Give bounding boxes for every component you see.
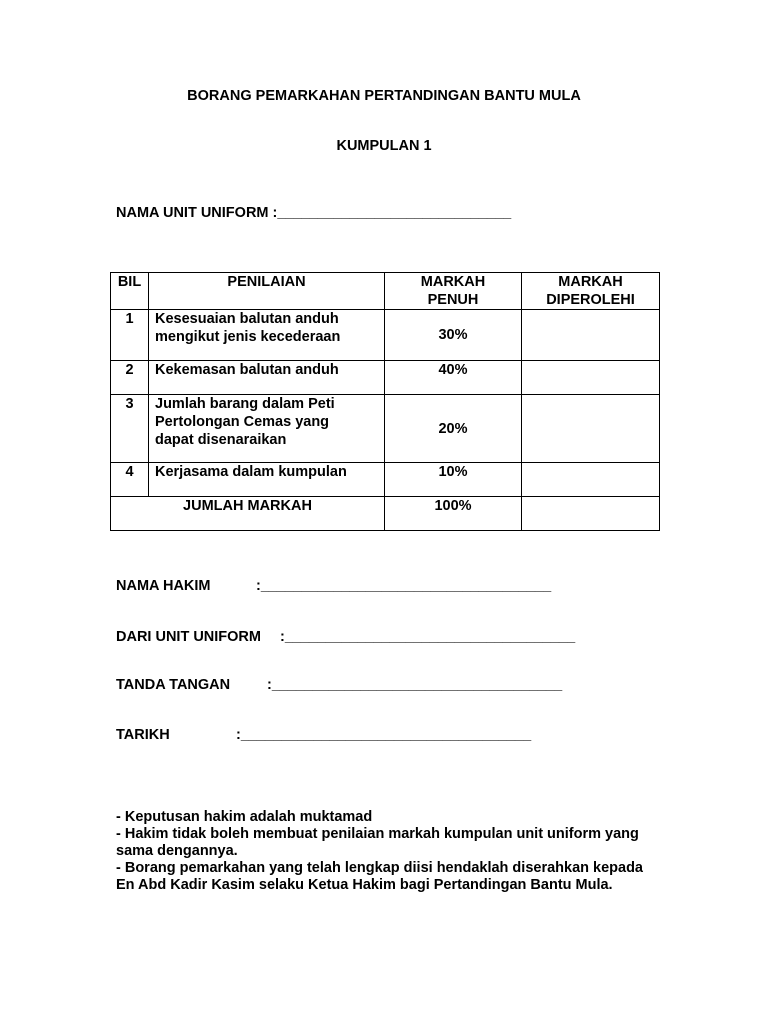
row-bil: 3 (111, 395, 149, 463)
header-markah-diperolehi (522, 273, 660, 310)
table-row (111, 361, 660, 395)
signature-label: TANDA TANGAN (116, 677, 231, 693)
row-markah-diperolehi-input[interactable] (522, 395, 660, 463)
table-row (111, 463, 660, 497)
row-penilaian-line: Kekemasan balutan anduh (155, 362, 339, 378)
group-heading: KUMPULAN 1 (336, 138, 432, 154)
note-item: - Borang pemarkahan yang telah lengkap diisi hendaklah diserahkan kepada En Abd Kadir Kasim selaku Ketua Hakim bagi Pertandingan Bantu Mula. (116, 860, 643, 893)
row-penilaian-line: Pertolongan Cemas yang (155, 414, 330, 430)
table-total-row (111, 497, 660, 531)
row-bil: 1 (111, 310, 149, 361)
row-bil: 2 (111, 361, 149, 395)
table-header-row (111, 273, 660, 310)
header-markah-penuh (385, 273, 522, 310)
judge-unit-label: DARI UNIT UNIFORM (116, 629, 261, 645)
row-markah-penuh: 20% (385, 395, 522, 463)
signature-line[interactable]: :____________________________________ (267, 677, 563, 693)
row-markah-diperolehi-input[interactable] (522, 463, 660, 497)
total-markah-diperolehi-input[interactable] (522, 497, 660, 531)
judge-unit-line[interactable]: :____________________________________ (280, 629, 576, 645)
table-row (111, 395, 660, 463)
note-item: - Hakim tidak boleh membuat penilaian markah kumpulan unit uniform yang sama dengannya. (116, 826, 639, 859)
row-penilaian (149, 310, 385, 361)
row-penilaian (149, 395, 385, 463)
row-markah-penuh: 40% (385, 361, 522, 395)
header-markah-diperolehi-line1: MARKAH (558, 274, 623, 290)
header-markah-penuh-line2: PENUH (427, 292, 479, 308)
table-row (111, 310, 660, 361)
row-markah-diperolehi-input[interactable] (522, 361, 660, 395)
row-penilaian (149, 463, 385, 497)
header-markah-penuh-line1: MARKAH (420, 274, 486, 290)
notes-section (116, 809, 656, 894)
date-label: TARIKH (116, 727, 170, 743)
unit-name-line[interactable]: _____________________________ (277, 205, 512, 221)
row-penilaian-line: Jumlah barang dalam Peti (155, 396, 335, 412)
row-penilaian-line: Kerjasama dalam kumpulan (155, 464, 347, 480)
row-penilaian-line: mengikut jenis kecederaan (155, 329, 341, 345)
judge-name-label: NAMA HAKIM (116, 578, 211, 594)
score-table (110, 272, 660, 531)
row-penilaian-line: Kesesuaian balutan anduh (155, 311, 339, 327)
page-title: BORANG PEMARKAHAN PERTANDINGAN BANTU MULA (187, 88, 581, 104)
header-bil: BIL (111, 273, 149, 310)
row-markah-penuh: 30% (385, 310, 522, 361)
row-markah-penuh: 10% (385, 463, 522, 497)
row-markah-diperolehi-input[interactable] (522, 310, 660, 361)
total-label: JUMLAH MARKAH (111, 497, 385, 531)
row-penilaian (149, 361, 385, 395)
note-item: - Keputusan hakim adalah muktamad (116, 809, 373, 825)
header-penilaian: PENILAIAN (149, 273, 385, 310)
judge-name-line[interactable]: :____________________________________ (256, 578, 552, 594)
row-bil: 4 (111, 463, 149, 497)
unit-name-label: NAMA UNIT UNIFORM : (116, 205, 278, 221)
date-line[interactable]: :____________________________________ (236, 727, 532, 743)
header-markah-diperolehi-line2: DIPEROLEHI (546, 292, 635, 308)
unit-name-field[interactable] (116, 205, 511, 221)
row-penilaian-line: dapat disenaraikan (155, 432, 287, 448)
total-markah-penuh: 100% (385, 497, 522, 531)
